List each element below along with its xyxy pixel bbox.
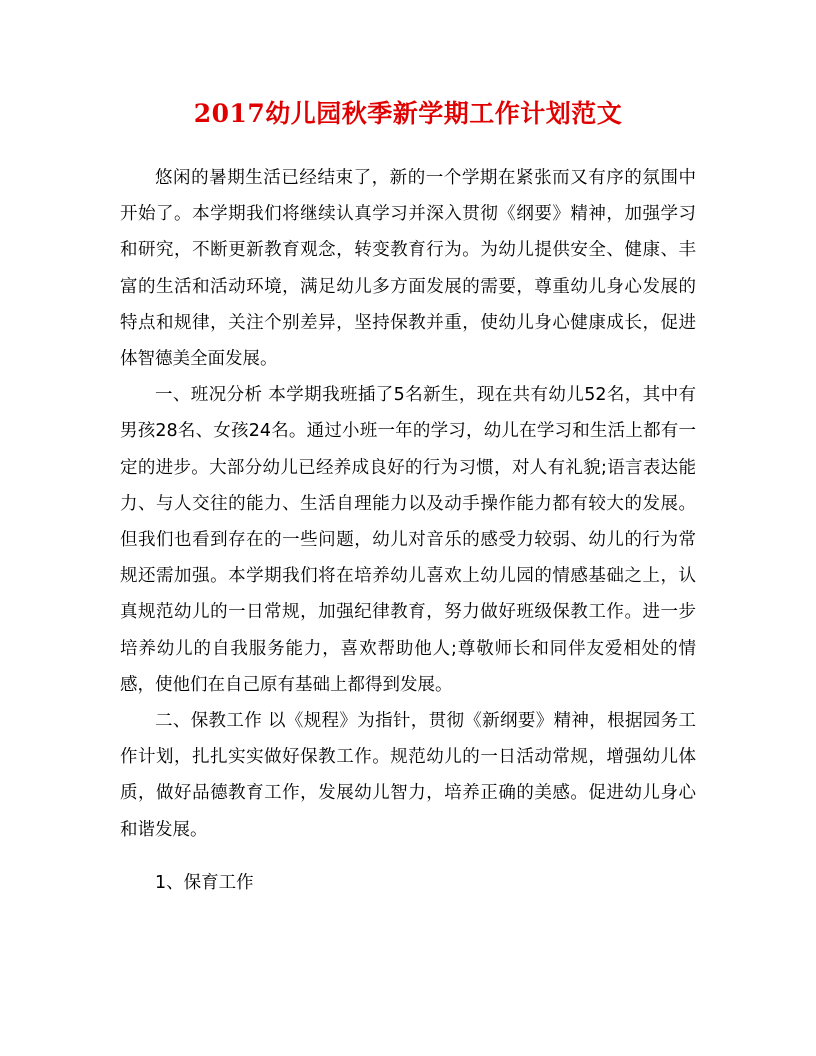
intro-paragraph: 悠闲的暑期生活已经结束了，新的一个学期在紧张而又有序的氛围中开始了。本学期我们将继续认真学习并深入贯彻《纲要》精神，加强学习和研究，不断更新教育观念，转变教育行为。为幼儿提供安全、健康、丰富的生活和活动环境，满足幼儿多方面发展的需要，尊重幼儿身心发展的特点和规律，关注个别差异，坚持保教并重，使幼儿身心健康成长，促进体智德美全面发展。 [120, 168, 696, 370]
care-education-paragraph: 二、保教工作 以《规程》为指针，贯彻《新纲要》精神，根据园务工作计划，扎扎实实做好保教工作。规范幼儿的一日活动常规，增强幼儿体质，做好品德教育工作，发展幼儿智力，培养正确的美感。促进幼儿身心和谐发展。 [120, 711, 696, 840]
document-body [120, 160, 696, 901]
care-work-heading: 1、保育工作 [155, 872, 254, 893]
document-title: 2017幼儿园秋季新学期工作计划范文 [193, 99, 623, 128]
class-analysis-paragraph: 一、班况分析 本学期我班插了5名新生，现在共有幼儿52名，其中有男孩28名、女孩24名。通过小班一年的学习，幼儿在学习和生活上都有一定的进步。大部分幼儿已经养成良好的行为习惯，对人有礼貌;语言表达能力、与人交往的能力、生活自理能力以及动手操作能力都有较大的发展。但我们也看到存在的一些问题，幼儿对音乐的感受力较弱、幼儿的行为常规还需加强。本学期我们将在培养幼儿喜欢上幼儿园的情感基础之上，认真规范幼儿的一日常规，加强纪律教育，努力做好班级保教工作。进一步培养幼儿的自我服务能力，喜欢帮助他人;尊敬师长和同伴友爱相处的情感，使他们在自己原有基础上都得到发展。 [120, 385, 696, 695]
